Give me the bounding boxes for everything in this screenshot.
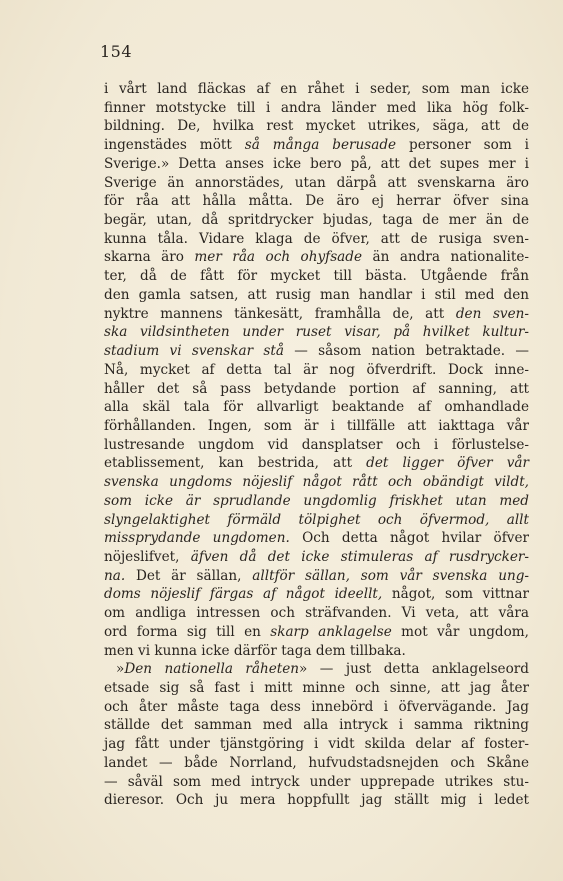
text-line: finner motstycke till i andra länder med lika hög folk-: [104, 99, 529, 116]
text-line: — såväl som med intryck under upprepade utrikes stu-: [104, 773, 529, 790]
text-line: förhållanden. Ingen, som är i tillfälle att iakttaga vår: [104, 417, 529, 434]
text-line: ingenstädes mött så många berusade personer som i: [104, 137, 529, 154]
text-line: begär, utan, då spritdrycker bjudas, taga de mer än de: [104, 212, 529, 229]
page-number: 154: [100, 42, 133, 61]
body-text: [104, 80, 529, 810]
text-line: bildning. De, hvilka rest mycket utrikes, säga, att de: [104, 118, 529, 135]
text-line: slyngelaktighet förmäld tölpighet och öfvermod, allt: [104, 511, 529, 528]
text-line: i vårt land fläckas af en råhet i seder, som man icke: [104, 81, 529, 97]
text-line: som icke är sprudlande ungdomlig friskhet utan med: [104, 492, 529, 509]
text-line: na. Det är sällan, alltför sällan, som vår svenska ung-: [104, 567, 529, 584]
text-line: ter, då de fått för mycket till bästa. Utgående från: [104, 268, 529, 285]
text-line: den gamla satsen, att rusig man handlar i stil med den: [104, 286, 529, 303]
text-line: stadium vi svenskar stå — såsom nation betraktade. —: [104, 343, 530, 360]
text-line: kunna tåla. Vidare klaga de öfver, att de rusiga sven-: [104, 230, 529, 247]
text-line: ord forma sig till en skarp anklagelse mot vår ungdom,: [104, 623, 529, 640]
text-line: »Den nationella råheten» — just detta anklagelseord: [116, 661, 529, 678]
text-line: skarna äro mer råa och ohyfsade än andra nationalite-: [104, 249, 529, 266]
text-line: Sverige.» Detta anses icke bero på, att det supes mer i: [104, 155, 529, 172]
text-line: och åter måste taga dess innebörd i öfvervägande. Jag: [104, 698, 529, 715]
text-line: nyktre mannens tänkesätt, framhålla de, att den sven-: [104, 305, 529, 322]
text-line: Nå, mycket af detta tal är nog öfverdrift. Dock inne-: [104, 361, 529, 378]
text-line: landet — både Norrland, hufvudstadsnejden och Skåne: [104, 754, 529, 771]
text-line: alla skäl tala för allvarligt beaktande af omhandlade: [104, 399, 529, 416]
text-line: doms nöjeslif färgas af något ideellt, något, som vittnar: [104, 586, 529, 603]
text-line: ska vildsintheten under ruset visar, på hvilket kultur-: [104, 324, 529, 341]
text-line: dieresor. Och ju mera hoppfullt jag ställt mig i ledet: [104, 792, 529, 809]
text-line: jag fått under tjänstgöring i vidt skilda delar af foster-: [104, 736, 529, 753]
text-line: om andliga intressen och sträfvanden. Vi veta, att våra: [104, 605, 529, 622]
text-line: lustresande ungdom vid dansplatser och i förlustelse-: [104, 436, 529, 453]
text-line: håller det så pass betydande portion af sanning, att: [104, 380, 529, 397]
text-line: nöjeslifvet, äfven då det icke stimuleras af rusdrycker-: [104, 548, 530, 565]
text-line: ställde det samman med alla intryck i samma riktning: [104, 717, 529, 734]
text-line: etsade sig så fast i mitt minne och sinne, att jag åter: [104, 680, 529, 696]
text-line: svenska ungdoms nöjeslif något rått och obändigt vildt,: [104, 474, 529, 491]
text-line: missprydande ungdomen. Och detta något hvilar öfver: [104, 530, 529, 547]
text-line: etablissement, kan bestrida, att det ligger öfver vår: [104, 455, 529, 472]
text-line: för råa att hålla måtta. De äro ej herrar öfver sina: [104, 193, 529, 210]
text-line: Sverige än annorstädes, utan därpå att svenskarna äro: [104, 174, 529, 191]
text-line: men vi kunna icke därför taga dem tillbaka.: [104, 642, 406, 659]
